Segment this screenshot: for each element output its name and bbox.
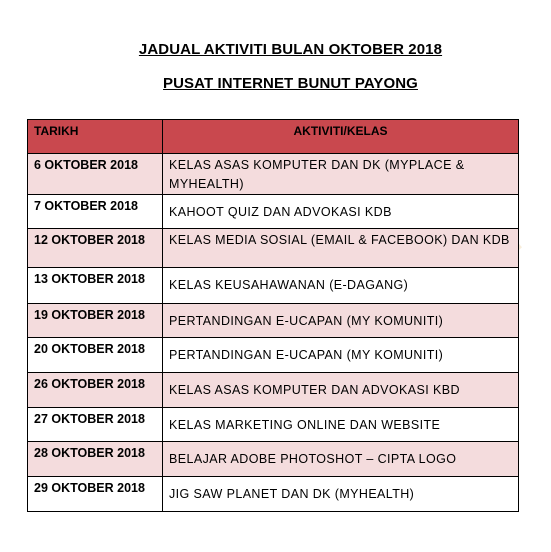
page-subtitle: PUSAT INTERNET BUNUT PAYONG — [163, 75, 418, 92]
table-row — [28, 229, 519, 268]
row-activity: KELAS ASAS KOMPUTER DAN DK (MYPLACE & MYHEALTH) — [163, 154, 519, 195]
table-row — [28, 408, 519, 442]
table-row — [28, 304, 519, 338]
table-row — [28, 154, 519, 195]
column-header-activity: AKTIVITI/KELAS — [163, 120, 519, 154]
table-row — [28, 477, 519, 512]
table-header-row — [28, 120, 519, 154]
row-activity: KAHOOT QUIZ DAN ADVOKASI KDB — [163, 195, 519, 229]
table-row — [28, 442, 519, 477]
row-activity: KELAS KEUSAHAWANAN (E-DAGANG) — [163, 268, 519, 304]
table-row — [28, 338, 519, 373]
row-date: 26 OKTOBER 2018 — [28, 373, 163, 408]
row-activity: JIG SAW PLANET DAN DK (MYHEALTH) — [163, 477, 519, 512]
row-activity: PERTANDINGAN E-UCAPAN (MY KOMUNITI) — [163, 304, 519, 338]
row-activity: PERTANDINGAN E-UCAPAN (MY KOMUNITI) — [163, 338, 519, 373]
table-row — [28, 373, 519, 408]
row-date: 28 OKTOBER 2018 — [28, 442, 163, 477]
column-header-date: TARIKH — [28, 120, 163, 154]
row-date: 12 OKTOBER 2018 — [28, 229, 163, 268]
table-row — [28, 268, 519, 304]
row-date: 27 OKTOBER 2018 — [28, 408, 163, 442]
row-date: 7 OKTOBER 2018 — [28, 195, 163, 229]
row-activity: KELAS MEDIA SOSIAL (EMAIL & FACEBOOK) DAN KDB — [163, 229, 519, 268]
row-activity: KELAS ASAS KOMPUTER DAN ADVOKASI KBD — [163, 373, 519, 408]
row-date: 19 OKTOBER 2018 — [28, 304, 163, 338]
row-date: 13 OKTOBER 2018 — [28, 268, 163, 304]
activity-schedule-table — [27, 119, 519, 512]
row-date: 20 OKTOBER 2018 — [28, 338, 163, 373]
row-date: 6 OKTOBER 2018 — [28, 154, 163, 195]
row-activity: KELAS MARKETING ONLINE DAN WEBSITE — [163, 408, 519, 442]
row-date: 29 OKTOBER 2018 — [28, 477, 163, 512]
table-row — [28, 195, 519, 229]
row-activity: BELAJAR ADOBE PHOTOSHOT – CIPTA LOGO — [163, 442, 519, 477]
page-title: JADUAL AKTIVITI BULAN OKTOBER 2018 — [138, 41, 443, 58]
